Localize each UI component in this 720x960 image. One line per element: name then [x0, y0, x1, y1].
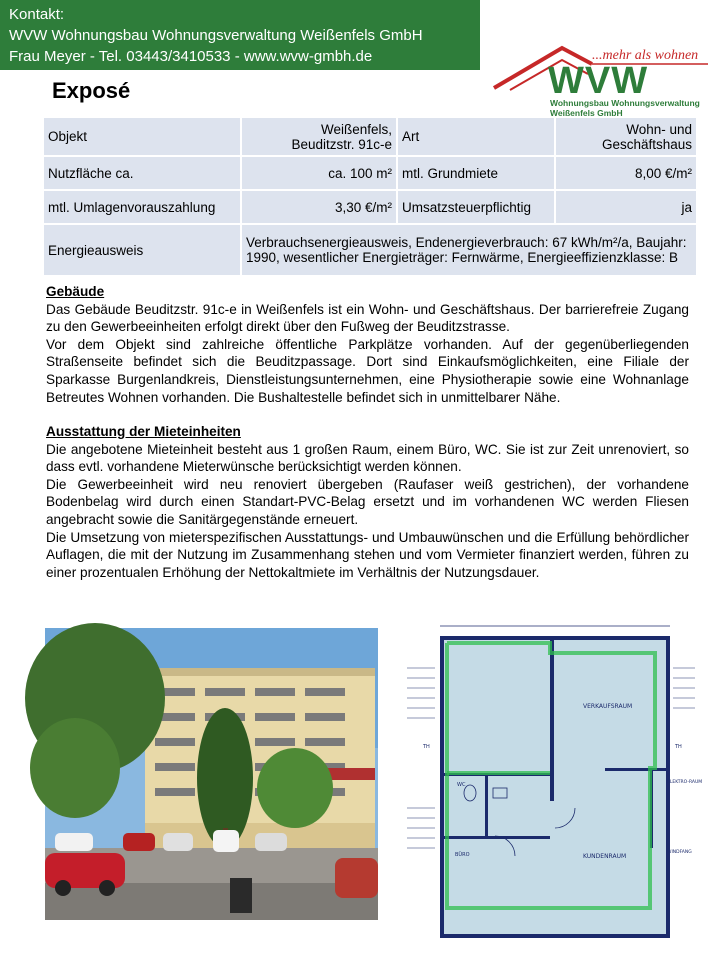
umlagen-value: 3,30 €/m² [242, 191, 396, 223]
logo-subline [550, 98, 700, 118]
gebaeude-heading: Gebäude [46, 284, 105, 299]
floor-plan [405, 608, 703, 948]
ausstattung-paragraph-3: Die Umsetzung von mieterspezifischen Ausstattungs- und Umbauwünschen und die Erfüllung behördlicher Auflagen, die mit der Nutzung im Zusammenhang stehen und vom Vermieter finanziert werden, führen zu einer prozentualen Erhöhung der Nettokaltmiete im Verhältnis der Nutzungsdauer. [46, 529, 689, 580]
page-title: Exposé [52, 78, 131, 103]
table-row [44, 225, 696, 275]
ausstattung-paragraph-2: Die Gewerbeeinheit wird neu renoviert übergeben (Raufaser weiß gestrichen), der vorhandene Bodenbelag wird durch einen Standart-PVC-Belag ersetzt und im vorhandenen WC werden Fliesen angebracht sowie die Sanitärgegenstände erneuert. [46, 476, 689, 527]
objekt-label: Objekt [44, 118, 240, 155]
energie-label: Energieausweis [44, 225, 240, 275]
room-label-elektroraum: ELEKTRO-RAUM [667, 780, 703, 785]
art-label: Art [398, 118, 554, 155]
room-label-th-left: TH [423, 744, 430, 750]
nutzflaeche-label: Nutzfläche ca. [44, 157, 240, 189]
energie-value: Verbrauchsenergieausweis, Endenergieverbrauch: 67 kWh/m²/a, Baujahr: 1990, wesentlicher Energieträger: Fernwärme, Energieeffizienzklasse: B [242, 225, 696, 275]
umlagen-label: mtl. Umlagenvorauszahlung [44, 191, 240, 223]
contact-company: WVW Wohnungsbau Wohnungsverwaltung Weißenfels GmbH [9, 27, 423, 44]
nutzflaeche-value: ca. 100 m² [242, 157, 396, 189]
logo-subline-2: Weißenfels GmbH [550, 108, 623, 118]
logo-slogan: ...mehr als wohnen [592, 48, 699, 63]
ust-value: ja [556, 191, 696, 223]
table-row [44, 118, 696, 155]
table-row [44, 157, 696, 189]
gebaeude-paragraph-2: Vor dem Objekt sind zahlreiche öffentliche Parkplätze vorhanden. Auf der gegenüberliegenden Straßenseite befindet sich die Beuditzpassage. Dort sind Einkaufsmöglichkeiten, eine Filiale der Sparkasse Burgenlandkreis, Dienstleistungsunternehmen, eine Physiotherapie sowie eine Wohnanlage Betreutes Wohnen vorhanden. Die Bushaltestelle befindet sich in unmittelbarer Nähe. [46, 336, 689, 405]
gebaeude-section [46, 283, 689, 406]
contact-person: Frau Meyer - Tel. 03443/3410533 - www.wvw-gmbh.de [9, 48, 373, 65]
grundmiete-value: 8,00 €/m² [556, 157, 696, 189]
room-label-buero: BÜRO [455, 852, 470, 858]
gebaeude-paragraph-1: Das Gebäude Beuditzstr. 91c-e in Weißenfels ist ein Wohn- und Geschäftshaus. Der barrierefreie Zugang zu den Gewerbeeinheiten erfolgt direkt über den Fußweg der Beuditzstrasse. [46, 301, 689, 335]
art-value: Wohn- und Geschäftshaus [556, 118, 696, 155]
building-photo [45, 628, 378, 920]
logo-mark: WVW [548, 60, 649, 102]
table-row [44, 191, 696, 223]
ausstattung-paragraph-1: Die angebotene Mieteinheit besteht aus 1 großen Raum, einem Büro, WC. Sie ist zur Zeit unrenoviert, so dass evtl. vorhandene Mieterwünsche berücksichtigt werden können. [46, 441, 689, 475]
room-label-windfang: WINDFANG [667, 850, 692, 855]
facts-table [42, 116, 698, 277]
objekt-value: Weißenfels, Beuditzstr. 91c-e [242, 118, 396, 155]
ausstattung-heading: Ausstattung der Mieteinheiten [46, 424, 241, 439]
room-label-wc: WC [457, 782, 466, 788]
ausstattung-section [46, 423, 689, 581]
grundmiete-label: mtl. Grundmiete [398, 157, 554, 189]
room-label-kundenraum: KUNDENRAUM [583, 853, 627, 860]
ust-label: Umsatzsteuerpflichtig [398, 191, 554, 223]
contact-banner [0, 0, 480, 70]
room-label-th-right: TH [675, 744, 682, 750]
room-label-verkaufsraum: VERKAUFSRAUM [583, 703, 633, 710]
company-logo [492, 40, 712, 120]
contact-heading: Kontakt: [9, 6, 65, 23]
logo-subline-1: Wohnungsbau Wohnungsverwaltung [550, 98, 700, 108]
